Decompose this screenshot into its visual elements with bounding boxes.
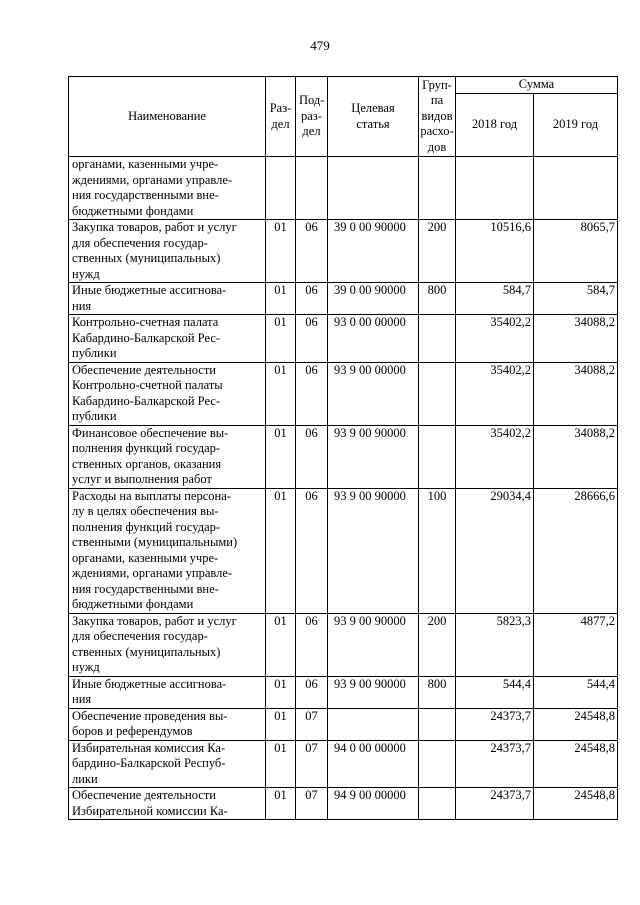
cell-sum-2019: 24548,8 (534, 740, 618, 788)
cell-target (328, 708, 419, 740)
table-row (69, 488, 618, 613)
cell-section (266, 157, 296, 220)
cell-sum-2018: 24373,7 (456, 788, 534, 820)
cell-sum-2018: 24373,7 (456, 740, 534, 788)
cell-section: 01 (266, 613, 296, 676)
cell-subsection: 06 (296, 362, 328, 425)
cell-group (419, 740, 456, 788)
cell-group (419, 788, 456, 820)
table-row (69, 157, 618, 220)
cell-target: 93 9 00 90000 (328, 488, 419, 613)
cell-subsection: 06 (296, 676, 328, 708)
cell-name: Расходы на выплаты персона- лу в целях обеспечения вы- полнения функций государ- ственными (муниципальными) органами, казенными учре- ждениями, органами управле- ния государственными вне- бюджетными фондами (69, 488, 266, 613)
cell-subsection (296, 157, 328, 220)
header-subsection: Под- раз- дел (296, 77, 328, 157)
cell-section: 01 (266, 708, 296, 740)
cell-sum-2019: 34088,2 (534, 362, 618, 425)
header-group: Груп- па видов расхо- дов (419, 77, 456, 157)
cell-section: 01 (266, 362, 296, 425)
table-row (69, 740, 618, 788)
cell-target: 93 9 00 90000 (328, 425, 419, 488)
cell-sum-2019: 34088,2 (534, 315, 618, 363)
cell-target: 39 0 00 90000 (328, 283, 419, 315)
cell-sum-2018: 584,7 (456, 283, 534, 315)
cell-subsection: 06 (296, 488, 328, 613)
cell-sum-2018: 10516,6 (456, 220, 534, 283)
cell-subsection: 07 (296, 708, 328, 740)
cell-target: 94 9 00 00000 (328, 788, 419, 820)
cell-target: 94 0 00 00000 (328, 740, 419, 788)
cell-section: 01 (266, 425, 296, 488)
cell-group: 800 (419, 283, 456, 315)
table-row (69, 613, 618, 676)
cell-group: 200 (419, 220, 456, 283)
table-row (69, 220, 618, 283)
cell-name: Закупка товаров, работ и услуг для обеспечения государ- ственных (муниципальных) нужд (69, 220, 266, 283)
cell-sum-2018: 5823,3 (456, 613, 534, 676)
cell-name: Иные бюджетные ассигнова- ния (69, 283, 266, 315)
header-sum: Сумма (456, 77, 618, 94)
cell-target: 93 9 00 00000 (328, 362, 419, 425)
budget-table (68, 76, 618, 820)
cell-sum-2019: 584,7 (534, 283, 618, 315)
cell-sum-2019: 8065,7 (534, 220, 618, 283)
cell-section: 01 (266, 676, 296, 708)
cell-sum-2019: 4877,2 (534, 613, 618, 676)
cell-name: Обеспечение деятельности Контрольно-счетной палаты Кабардино-Балкарской Рес- публики (69, 362, 266, 425)
cell-group: 800 (419, 676, 456, 708)
cell-group: 100 (419, 488, 456, 613)
header-target: Целевая статья (328, 77, 419, 157)
cell-sum-2019 (534, 157, 618, 220)
cell-section: 01 (266, 283, 296, 315)
cell-name: Финансовое обеспечение вы- полнения функций государ- ственных органов, оказания услуг и выполнения работ (69, 425, 266, 488)
cell-sum-2018 (456, 157, 534, 220)
cell-group (419, 708, 456, 740)
cell-name: органами, казенными учре- ждениями, органами управле- ния государственными вне- бюджетными фондами (69, 157, 266, 220)
cell-group (419, 315, 456, 363)
header-section: Раз- дел (266, 77, 296, 157)
cell-name: Избирательная комиссия Ка- бардино-Балкарской Респуб- лики (69, 740, 266, 788)
table-row (69, 788, 618, 820)
cell-section: 01 (266, 488, 296, 613)
table-row (69, 425, 618, 488)
cell-name: Закупка товаров, работ и услуг для обеспечения государ- ственных (муниципальных) нужд (69, 613, 266, 676)
cell-group (419, 157, 456, 220)
cell-sum-2018: 29034,4 (456, 488, 534, 613)
cell-subsection: 06 (296, 613, 328, 676)
cell-sum-2019: 24548,8 (534, 788, 618, 820)
table-row (69, 315, 618, 363)
table-row (69, 283, 618, 315)
cell-group (419, 425, 456, 488)
cell-name: Контрольно-счетная палата Кабардино-Балкарской Рес- публики (69, 315, 266, 363)
cell-target: 39 0 00 90000 (328, 220, 419, 283)
table-row (69, 362, 618, 425)
table-row (69, 708, 618, 740)
cell-group (419, 362, 456, 425)
cell-sum-2018: 35402,2 (456, 362, 534, 425)
cell-target (328, 157, 419, 220)
table-row (69, 676, 618, 708)
cell-subsection: 07 (296, 740, 328, 788)
cell-section: 01 (266, 788, 296, 820)
cell-target: 93 9 00 90000 (328, 676, 419, 708)
cell-sum-2019: 34088,2 (534, 425, 618, 488)
cell-name: Обеспечение проведения вы- боров и референдумов (69, 708, 266, 740)
cell-section: 01 (266, 315, 296, 363)
cell-target: 93 9 00 90000 (328, 613, 419, 676)
cell-name: Иные бюджетные ассигнова- ния (69, 676, 266, 708)
cell-sum-2019: 28666,6 (534, 488, 618, 613)
cell-sum-2019: 24548,8 (534, 708, 618, 740)
header-name: Наименование (69, 77, 266, 157)
cell-subsection: 06 (296, 315, 328, 363)
cell-section: 01 (266, 220, 296, 283)
cell-sum-2018: 544,4 (456, 676, 534, 708)
cell-subsection: 07 (296, 788, 328, 820)
header-year-2018: 2018 год (456, 94, 534, 157)
cell-sum-2019: 544,4 (534, 676, 618, 708)
cell-sum-2018: 24373,7 (456, 708, 534, 740)
cell-group: 200 (419, 613, 456, 676)
cell-section: 01 (266, 740, 296, 788)
cell-subsection: 06 (296, 425, 328, 488)
cell-sum-2018: 35402,2 (456, 425, 534, 488)
cell-subsection: 06 (296, 220, 328, 283)
cell-subsection: 06 (296, 283, 328, 315)
header-year-2019: 2019 год (534, 94, 618, 157)
cell-name: Обеспечение деятельности Избирательной комиссии Ка- (69, 788, 266, 820)
cell-sum-2018: 35402,2 (456, 315, 534, 363)
cell-target: 93 0 00 00000 (328, 315, 419, 363)
page-number: 479 (310, 38, 330, 53)
